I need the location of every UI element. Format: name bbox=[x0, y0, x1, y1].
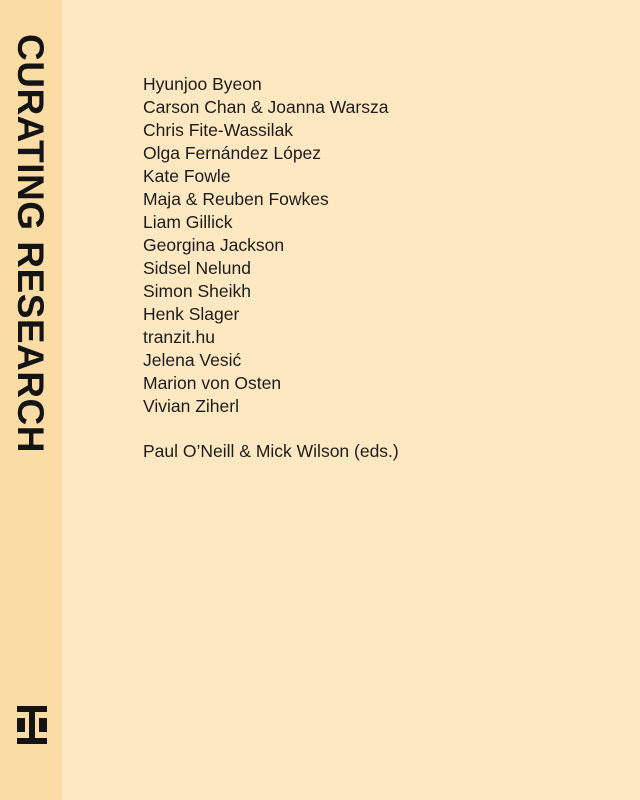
contributor-name: Kate Fowle bbox=[143, 166, 231, 186]
contributor-name: Maja & Reuben Fowkes bbox=[143, 189, 329, 209]
publisher-logo-icon bbox=[13, 702, 51, 748]
contributor-name: Henk Slager bbox=[143, 304, 240, 324]
editors-credit: Paul O’Neill & Mick Wilson (eds.) bbox=[143, 441, 399, 461]
contributor-name: Vivian Ziherl bbox=[143, 396, 239, 416]
contributors-list bbox=[143, 73, 388, 418]
contributor-name: Simon Sheikh bbox=[143, 281, 251, 301]
contributor-name: Carson Chan & Joanna Warsza bbox=[143, 97, 389, 117]
contributor-name: Marion von Osten bbox=[143, 373, 282, 393]
contributor-name: Sidsel Nelund bbox=[143, 258, 251, 278]
contributor-name: Jelena Vesić bbox=[143, 350, 242, 370]
contributor-name: Liam Gillick bbox=[143, 212, 233, 232]
spine-title: CURATING RESEARCH bbox=[10, 34, 51, 453]
contributor-name: Olga Fernández López bbox=[143, 143, 322, 163]
contributor-name: Chris Fite-Wassilak bbox=[143, 120, 294, 140]
spine-strip bbox=[0, 0, 62, 800]
contributor-name: Hyunjoo Byeon bbox=[143, 74, 262, 94]
contributor-name: Georgina Jackson bbox=[143, 235, 285, 255]
contributor-name: tranzit.hu bbox=[143, 327, 215, 347]
